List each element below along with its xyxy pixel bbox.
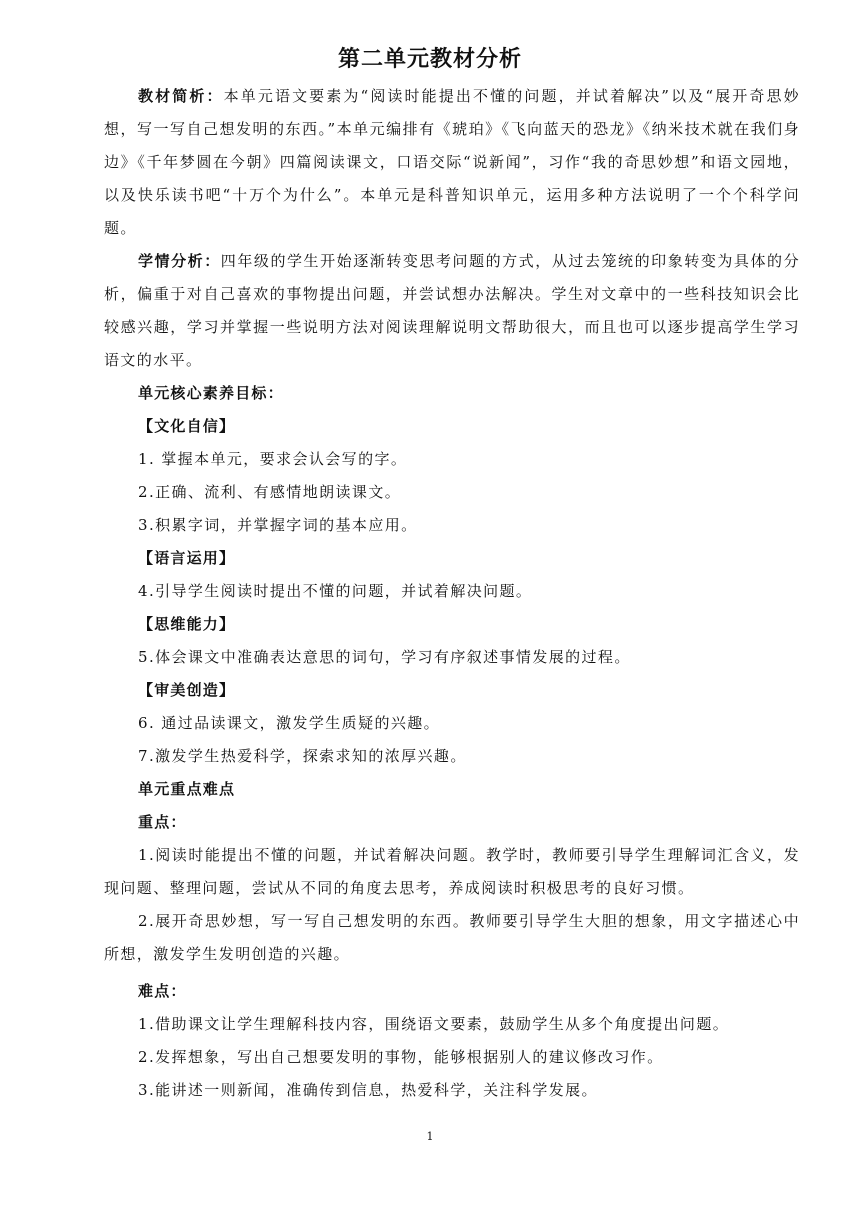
goal-group-thinking: 【思维能力】 bbox=[138, 615, 236, 633]
goal-item: 1. 掌握本单元，要求会认会写的字。 bbox=[138, 450, 408, 468]
focus-label: 重点： bbox=[138, 813, 187, 831]
difficulty-label: 难点： bbox=[138, 982, 187, 1000]
document-body bbox=[104, 80, 800, 1107]
key-points-heading: 单元重点难点 bbox=[138, 780, 236, 798]
goal-item: 5.体会课文中准确表达意思的词句，学习有序叙述事情发展的过程。 bbox=[138, 648, 631, 666]
goal-group-aesthetics: 【审美创造】 bbox=[138, 681, 236, 699]
difficulty-item: 3.能讲述一则新闻，准确传到信息，热爱科学，关注科学发展。 bbox=[138, 1081, 598, 1099]
focus-item: 2.展开奇思妙想，写一写自己想发明的东西。教师要引导学生大胆的想象，用文字描述心中所想，激发学生发明创造的兴趣。 bbox=[104, 912, 800, 963]
student-analysis-label: 学情分析： bbox=[138, 252, 221, 270]
goal-item: 2.正确、流利、有感情地朗读课文。 bbox=[138, 483, 402, 501]
page-title: 第二单元教材分析 bbox=[337, 47, 522, 72]
student-analysis-paragraph bbox=[104, 245, 800, 377]
textbook-analysis-text: 本单元语文要素为“阅读时能提出不懂的问题，并试着解决”以及“展开奇思妙想，写一写自己想发明的东西。”本单元编排有《琥珀》《飞向蓝天的恐龙》《纳米技术就在我们身边》《千年梦圆在今朝》四篇阅读课文，口语交际“说新闻”，习作“我的奇思妙想”和语文园地，以及快乐读书吧“十万个为什么”。本单元是科普知识单元，运用多种方法说明了一个个科学问题。 bbox=[104, 87, 800, 237]
goal-item: 7.激发学生热爱科学，探索求知的浓厚兴趣。 bbox=[138, 747, 467, 765]
textbook-analysis-paragraph bbox=[104, 80, 800, 245]
goal-group-culture: 【文化自信】 bbox=[138, 417, 236, 435]
student-analysis-text: 四年级的学生开始逐渐转变思考问题的方式，从过去笼统的印象转变为具体的分析，偏重于对自己喜欢的事物提出问题，并尝试想办法解决。学生对文章中的一些科技知识会比较感兴趣，学习并掌握一些说明方法对阅读理解说明文帮助很大，而且也可以逐步提高学生学习语文的水平。 bbox=[104, 252, 800, 369]
goal-group-language: 【语言运用】 bbox=[138, 549, 236, 567]
textbook-analysis-label: 教材简析： bbox=[138, 87, 224, 105]
goal-item: 4.引导学生阅读时提出不懂的问题，并试着解决问题。 bbox=[138, 582, 533, 600]
goals-heading: 单元核心素养目标： bbox=[138, 384, 284, 402]
goal-item: 6. 通过品读课文，激发学生质疑的兴趣。 bbox=[138, 714, 441, 732]
focus-item: 1.阅读时能提出不懂的问题，并试着解决问题。教学时，教师要引导学生理解词汇含义，发现问题、整理问题，尝试从不同的角度去思考，养成阅读时积极思考的良好习惯。 bbox=[104, 846, 800, 897]
difficulty-item: 2.发挥想象，写出自己想要发明的事物，能够根据别人的建议修改习作。 bbox=[138, 1048, 664, 1066]
goal-item: 3.积累字词，并掌握字词的基本应用。 bbox=[138, 516, 418, 534]
difficulty-item: 1.借助课文让学生理解科技内容，围绕语文要素，鼓励学生从多个角度提出问题。 bbox=[138, 1015, 730, 1033]
page-number: 1 bbox=[426, 1130, 434, 1143]
